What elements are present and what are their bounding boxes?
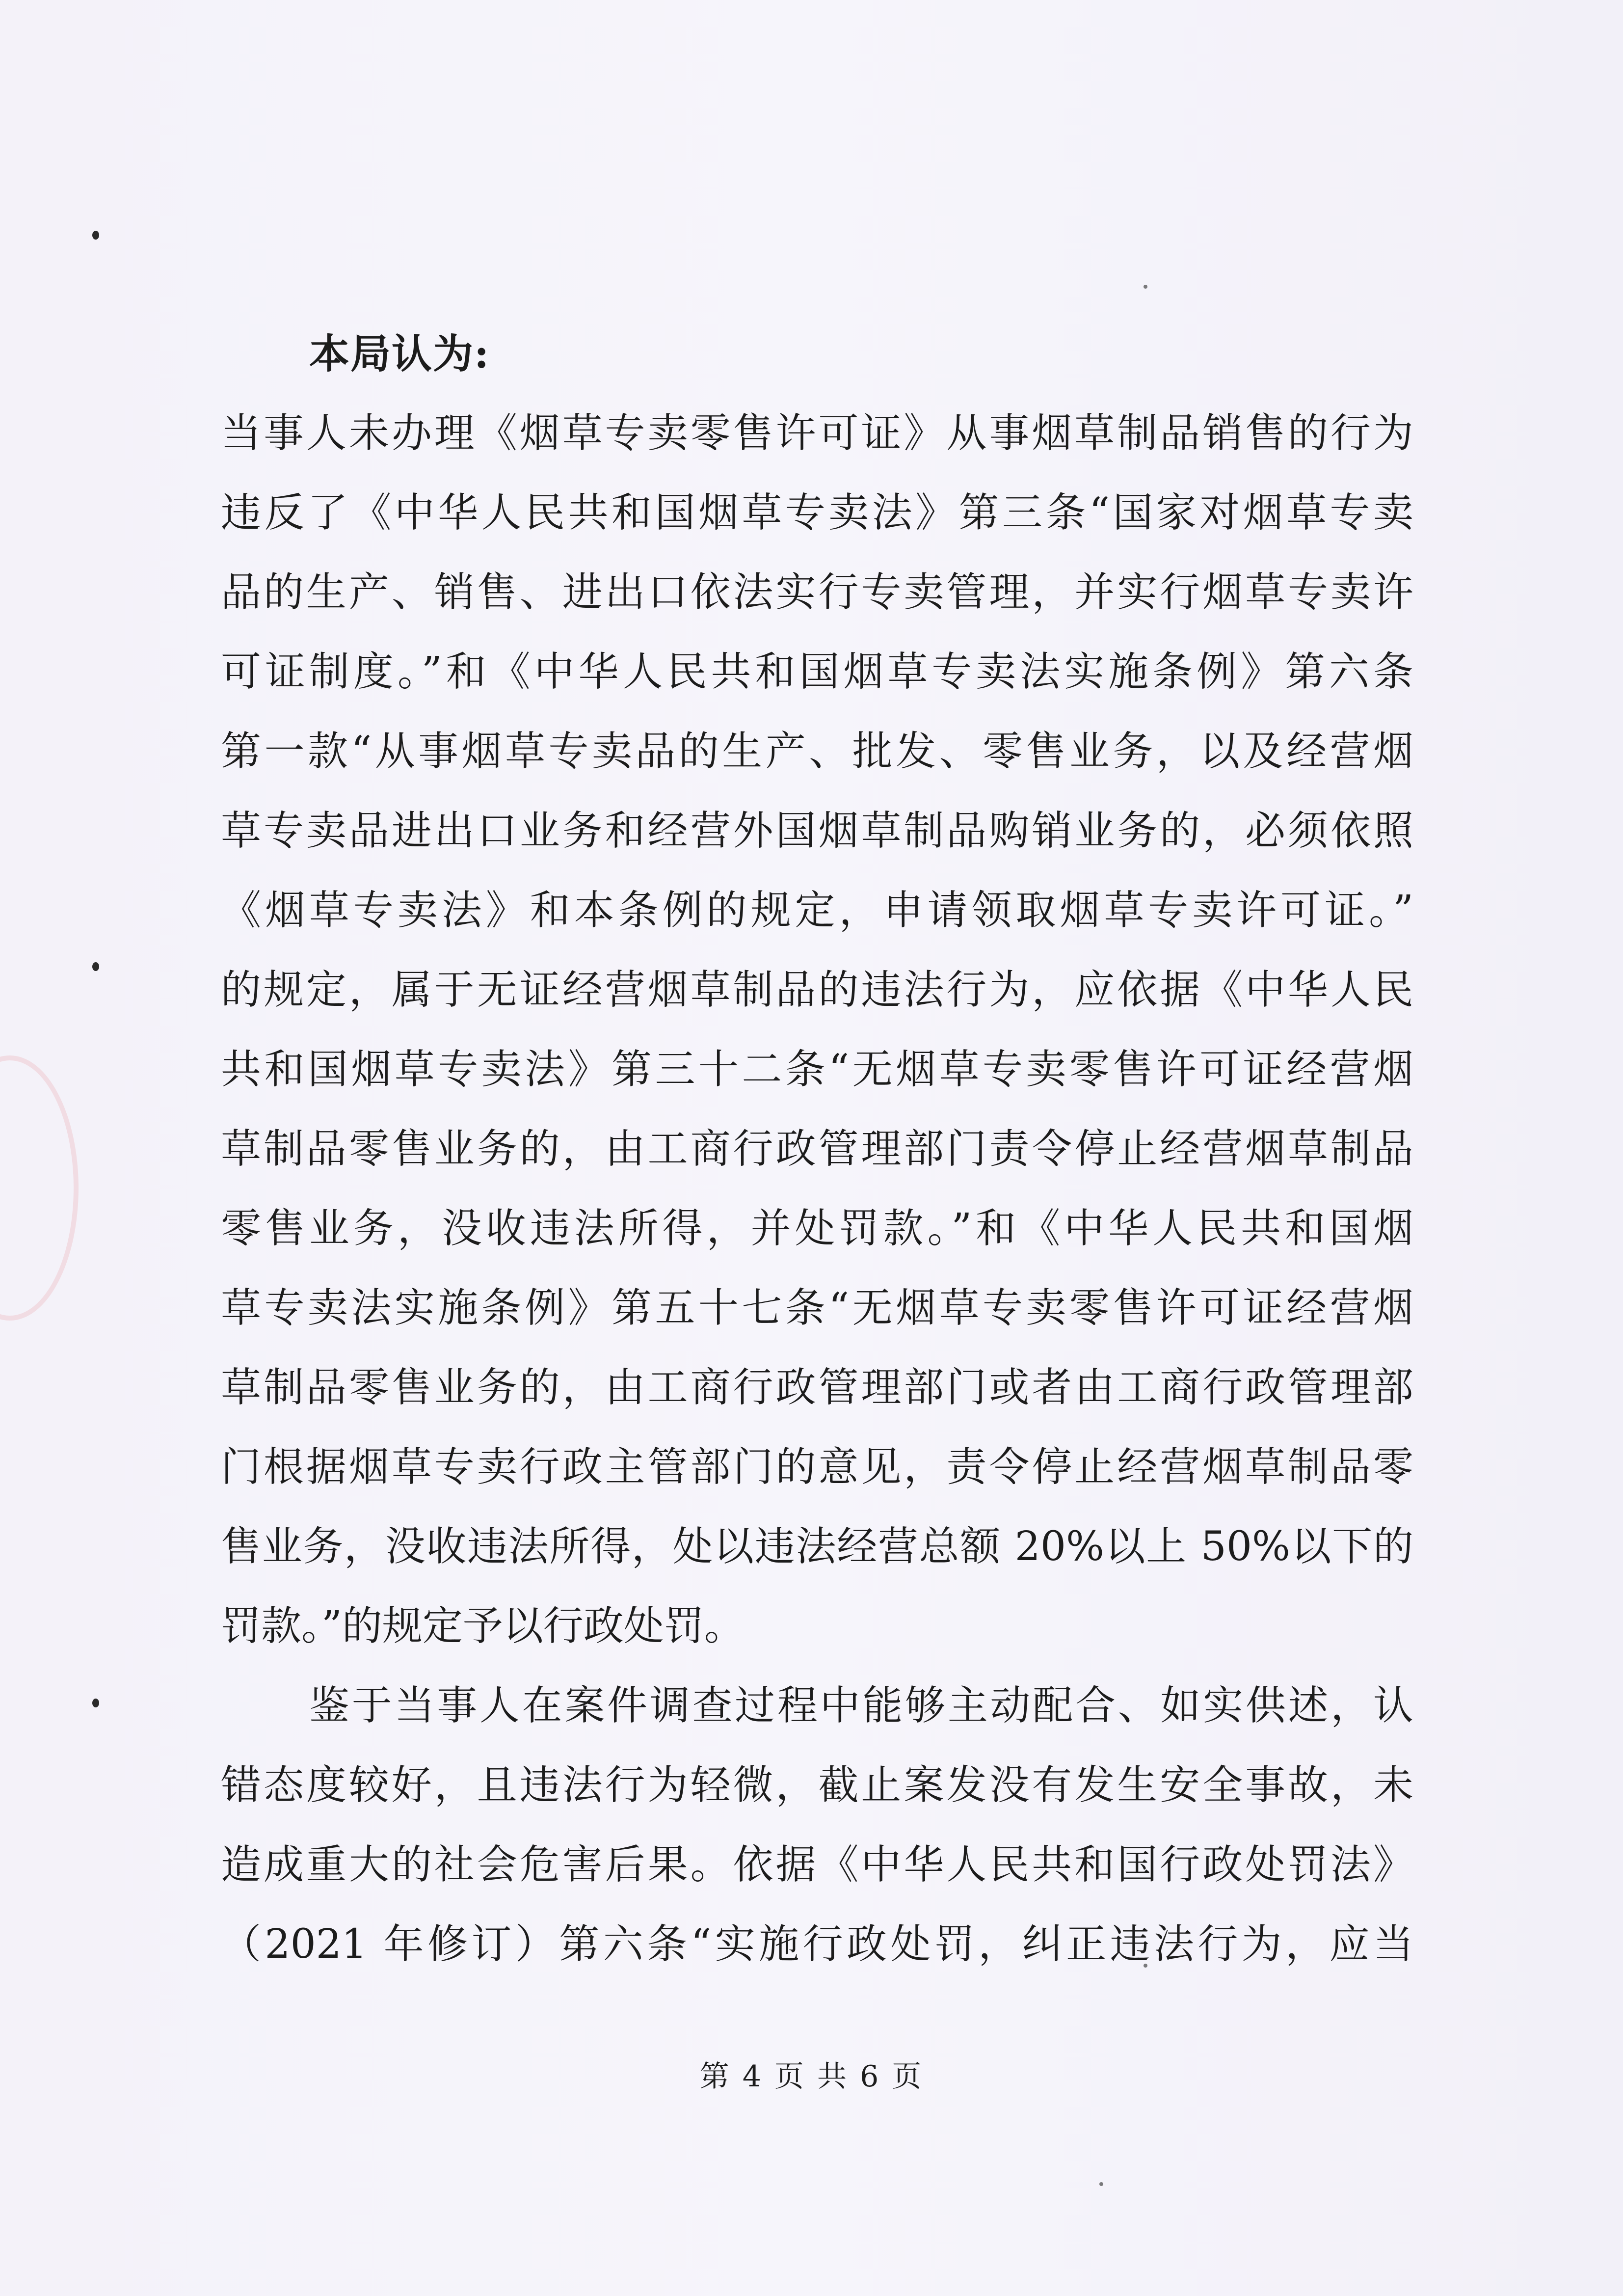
text-line: 错态度较好，且违法行为轻微，截止案发没有发生安全事故，未 (221, 1762, 1413, 1809)
section-heading: 本局认为: (309, 330, 490, 378)
binding-hole (92, 1699, 99, 1707)
text-line: 草专卖品进出口业务和经营外国烟草制品购销业务的，必须依照 (221, 808, 1413, 854)
text-line: 造成重大的社会危害后果。依据《中华人民共和国行政处罚法》 (221, 1841, 1413, 1888)
text-line: 草制品零售业务的，由工商行政管理部门责令停止经营烟草制品 (221, 1126, 1413, 1172)
text-line: 第一款“从事烟草专卖品的生产、批发、零售业务，以及经营烟 (221, 728, 1413, 775)
text-line: 可证制度。”和《中华人民共和国烟草专卖法实施条例》第六条 (221, 648, 1413, 695)
text-line: 门根据烟草专卖行政主管部门的意见，责令停止经营烟草制品零 (221, 1444, 1413, 1490)
text-line: 《烟草专卖法》和本条例的规定，申请领取烟草专卖许可证。” (221, 887, 1413, 934)
text-line: 共和国烟草专卖法》第三十二条“无烟草专卖零售许可证经营烟 (221, 1046, 1413, 1093)
binding-hole (92, 231, 99, 240)
binding-hole (92, 962, 99, 971)
paragraph-2 (221, 1666, 1413, 1984)
text-line: （2021 年修订）第六条“实施行政处罚，纠正违法行为，应当 (221, 1921, 1413, 1968)
text-line: 的规定，属于无证经营烟草制品的违法行为，应依据《中华人民 (221, 967, 1413, 1013)
text-line: 违反了《中华人民共和国烟草专卖法》第三条“国家对烟草专卖 (221, 489, 1413, 536)
text-line: 草制品零售业务的，由工商行政管理部门或者由工商行政管理部 (221, 1364, 1413, 1411)
scan-speck (1099, 2182, 1103, 2186)
text-line: 售业务，没收违法所得，处以违法经营总额 20%以上 50%以下的 (221, 1523, 1413, 1570)
text-line: 草专卖法实施条例》第五十七条“无烟草专卖零售许可证经营烟 (221, 1285, 1413, 1331)
body-text (221, 314, 1413, 1984)
text-line: 品的生产、销售、进出口依法实行专卖管理，并实行烟草专卖许 (221, 569, 1413, 616)
paragraph-1 (221, 394, 1413, 1666)
text-line: 鉴于当事人在案件调查过程中能够主动配合、如实供述，认 (309, 1682, 1413, 1729)
text-line: 零售业务，没收违法所得，并处罚款。”和《中华人民共和国烟 (221, 1205, 1413, 1252)
text-line: 当事人未办理《烟草专卖零售许可证》从事烟草制品销售的行为 (221, 410, 1413, 457)
text-line: 罚款。”的规定予以行政处罚。 (221, 1603, 745, 1649)
page-number-footer: 第 4 页 共 6 页 (699, 2059, 924, 2094)
scan-speck (1144, 285, 1147, 289)
stamp-trace (0, 1055, 79, 1321)
